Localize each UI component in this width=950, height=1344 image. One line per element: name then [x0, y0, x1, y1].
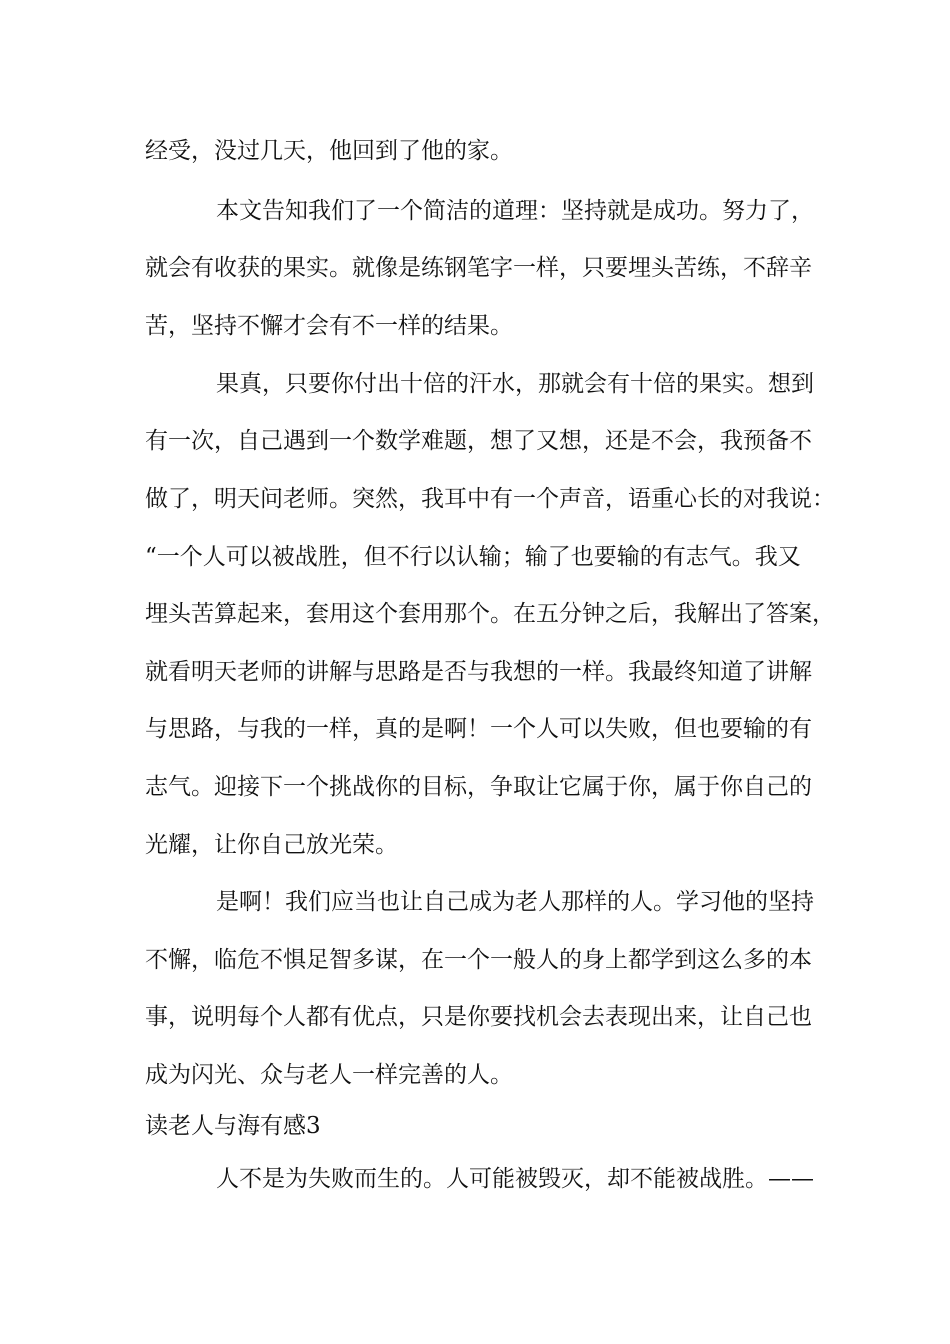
- text-line: 志气。迎接下一个挑战你的目标，争取让它属于你，属于你自己的: [145, 774, 812, 800]
- paragraph-first-line: 是啊！我们应当也让自己成为老人那样的人。学习他的坚持: [216, 889, 814, 915]
- text-line: 做了，明天问老师。突然，我耳中有一个声音，语重心长的对我说：: [145, 486, 835, 512]
- text-line: 就看明天老师的讲解与思路是否与我想的一样。我最终知道了讲解: [145, 659, 812, 685]
- text-line: 有一次，自己遇到一个数学难题，想了又想，还是不会，我预备不: [145, 428, 812, 454]
- text-line: 就会有收获的果实。就像是练钢笔字一样，只要埋头苦练，不辞辛: [145, 255, 812, 281]
- text-line: 与思路，与我的一样，真的是啊！一个人可以失败，但也要输的有: [145, 716, 812, 742]
- text-line: 光耀，让你自己放光荣。: [145, 832, 398, 858]
- text-line: 苦，坚持不懈才会有不一样的结果。: [145, 313, 513, 339]
- paragraph-first-line: 果真，只要你付出十倍的汗水，那就会有十倍的果实。想到: [216, 371, 814, 397]
- text-line: 事，说明每个人都有优点，只是你要找机会去表现出来，让自己也: [145, 1004, 812, 1030]
- section-heading: 读老人与海有感3: [145, 1113, 321, 1139]
- text-line: 经受，没过几天，他回到了他的家。: [145, 138, 513, 164]
- paragraph-first-line: 本文告知我们了一个简洁的道理：坚持就是成功。努力了，: [216, 198, 814, 224]
- text-line: 不懈，临危不惧足智多谋，在一个一般人的身上都学到这么多的本: [145, 947, 812, 973]
- paragraph-first-line: 人不是为失败而生的。人可能被毁灭，却不能被战胜。——: [216, 1166, 814, 1192]
- text-line: 埋头苦算起来，套用这个套用那个。在五分钟之后，我解出了答案，: [145, 601, 835, 627]
- text-line: “一个人可以被战胜，但不行以认输；输了也要输的有志气。我又: [145, 544, 801, 570]
- text-line: 成为闪光、众与老人一样完善的人。: [145, 1062, 513, 1088]
